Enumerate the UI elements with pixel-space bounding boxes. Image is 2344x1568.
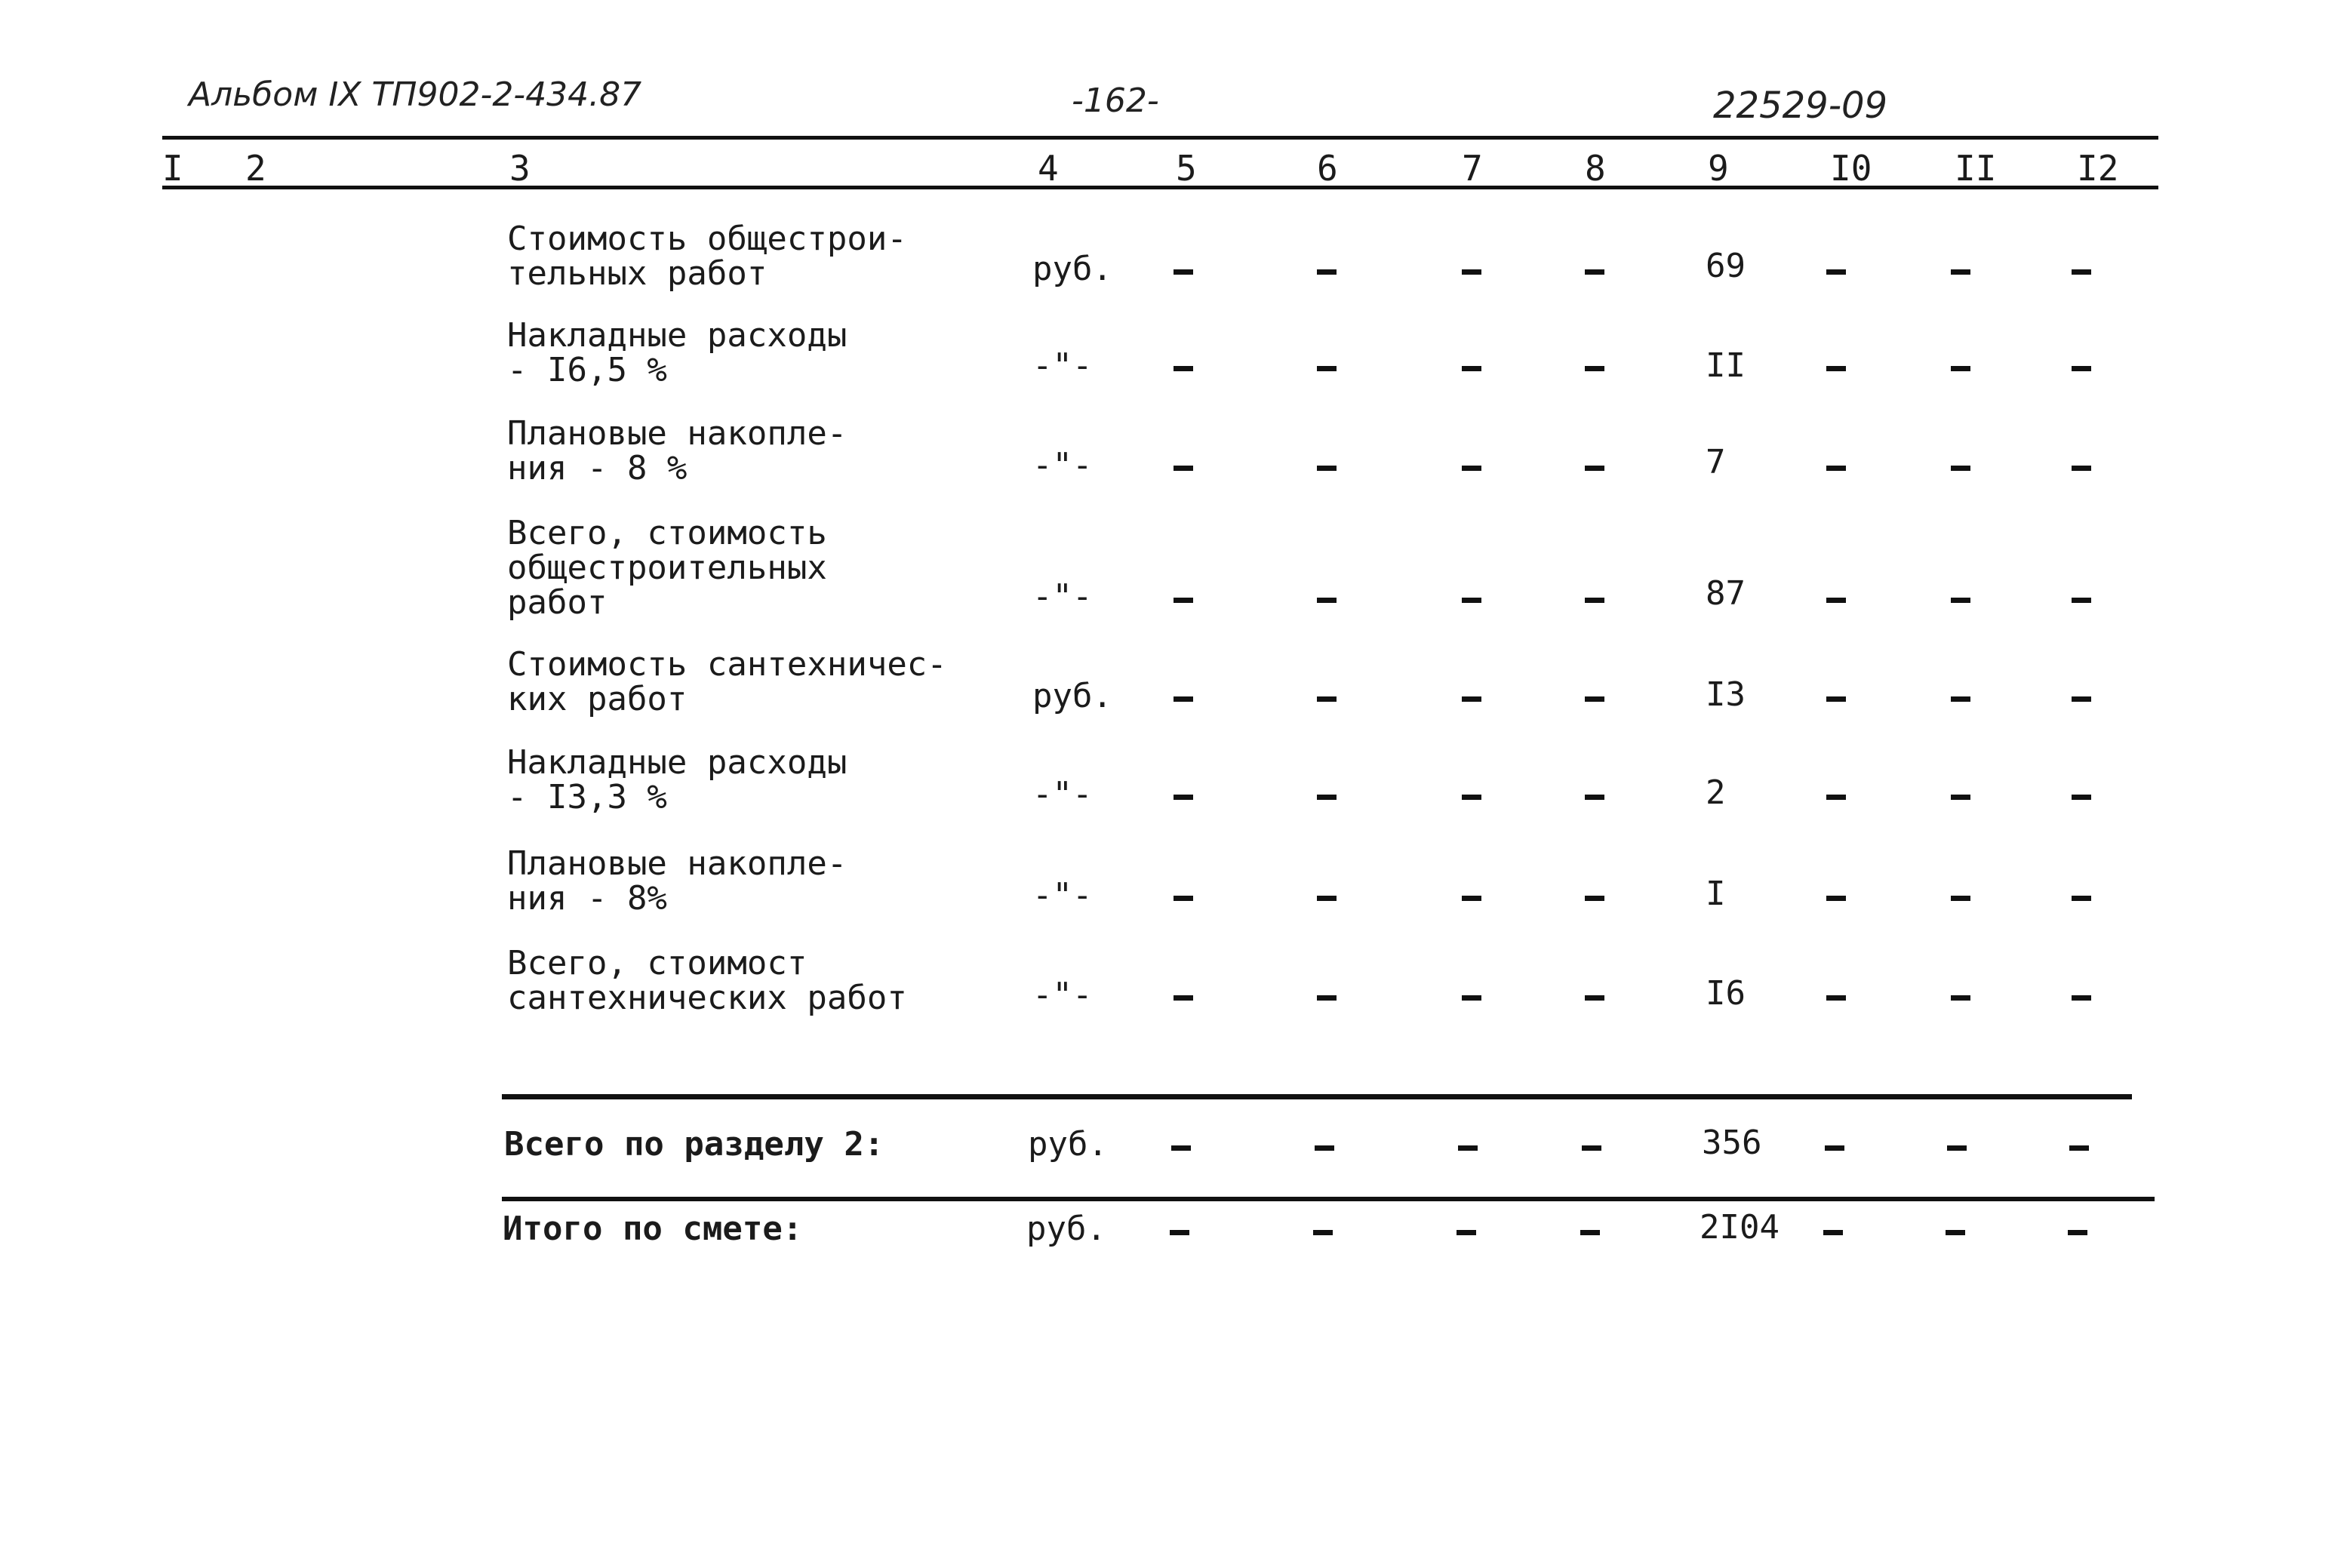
empty-dash (1826, 696, 1846, 702)
description-line: Плановые накопле- (507, 844, 847, 883)
row-description (507, 946, 907, 1016)
empty-dash (2072, 896, 2091, 901)
total-label: Всего по разделу 2: (504, 1125, 884, 1164)
empty-dash (1174, 995, 1193, 1001)
description-line: Плановые накопле- (507, 414, 847, 453)
empty-dash (1951, 466, 1970, 471)
description-line: работ (507, 583, 608, 622)
column-header: I (162, 148, 183, 189)
empty-dash (1317, 696, 1337, 702)
description-line: - I6,5 % (507, 351, 667, 389)
empty-dash (1826, 269, 1846, 275)
description-line: общестроительных (507, 549, 827, 587)
empty-dash (2072, 598, 2091, 603)
empty-dash (1585, 366, 1604, 371)
empty-dash (1317, 466, 1337, 471)
description-line: Всего, стоимость (507, 514, 827, 552)
unit-cell: руб. (1032, 677, 1112, 715)
empty-dash (1174, 696, 1193, 702)
unit-cell: -"- (1032, 446, 1093, 484)
page-number: -162- (1072, 81, 1159, 120)
empty-dash (1174, 466, 1193, 471)
header-top-rule (162, 136, 2158, 140)
description-line: - I3,3 % (507, 778, 667, 816)
empty-dash (1823, 1230, 1843, 1235)
value-col9: I3 (1706, 675, 1746, 714)
column-header: 6 (1317, 148, 1338, 189)
value-col9: 2I04 (1700, 1208, 1780, 1247)
total-label: Итого по смете: (503, 1210, 803, 1248)
empty-dash (1462, 696, 1481, 702)
empty-dash (1826, 795, 1846, 800)
album-reference: Альбом IX ТП902-2-434.87 (189, 75, 642, 114)
empty-dash (1951, 269, 1970, 275)
empty-dash (1585, 466, 1604, 471)
empty-dash (2072, 269, 2091, 275)
description-line: тельных работ (507, 254, 767, 293)
empty-dash (1580, 1230, 1600, 1235)
empty-dash (1317, 896, 1337, 901)
value-col9: I (1706, 875, 1726, 913)
empty-dash (1174, 795, 1193, 800)
column-header: 9 (1708, 148, 1729, 189)
value-col9: I6 (1706, 974, 1746, 1013)
empty-dash (1458, 1145, 1478, 1151)
empty-dash (1170, 1230, 1189, 1235)
empty-dash (1462, 269, 1481, 275)
description-line: ния - 8 % (507, 449, 688, 487)
unit-cell: руб. (1026, 1210, 1106, 1248)
column-header: 8 (1585, 148, 1606, 189)
empty-dash (1826, 995, 1846, 1001)
empty-dash (1462, 366, 1481, 371)
empty-dash (1585, 896, 1604, 901)
unit-cell: -"- (1032, 976, 1093, 1014)
empty-dash (1317, 598, 1337, 603)
description-line: Накладные расходы (507, 316, 847, 355)
description-line: ких работ (507, 680, 688, 718)
empty-dash (1951, 366, 1970, 371)
empty-dash (1947, 1145, 1967, 1151)
description-line: Стоимость сантехничес- (507, 645, 947, 684)
row-description (507, 844, 847, 918)
empty-dash (1585, 795, 1604, 800)
value-col9: 69 (1706, 247, 1746, 285)
empty-dash (1585, 269, 1604, 275)
value-col9: 7 (1706, 443, 1726, 481)
empty-dash (1826, 466, 1846, 471)
empty-dash (1174, 366, 1193, 371)
empty-dash (1946, 1230, 1965, 1235)
description-line: ния - 8% (507, 879, 667, 918)
empty-dash (1951, 795, 1970, 800)
description-line: сантехнических работ (507, 979, 907, 1017)
column-header: 3 (509, 148, 531, 189)
description-line: Всего, стоимост (507, 944, 807, 982)
unit-cell: -"- (1032, 346, 1093, 385)
empty-dash (1826, 598, 1846, 603)
unit-cell: руб. (1028, 1125, 1108, 1164)
column-header: I0 (1830, 148, 1872, 189)
empty-dash (2069, 1145, 2089, 1151)
empty-dash (1174, 269, 1193, 275)
column-header: 4 (1038, 148, 1059, 189)
unit-cell: -"- (1032, 775, 1093, 813)
empty-dash (1174, 896, 1193, 901)
empty-dash (1585, 696, 1604, 702)
empty-dash (1462, 598, 1481, 603)
unit-cell: -"- (1032, 876, 1093, 915)
description-line: Стоимость общестрои- (507, 220, 907, 258)
empty-dash (1462, 795, 1481, 800)
value-col9: 87 (1706, 574, 1746, 613)
row-description (507, 222, 907, 291)
value-col9: 356 (1702, 1124, 1762, 1162)
row-description (507, 414, 847, 487)
empty-dash (1462, 995, 1481, 1001)
column-header: 7 (1462, 148, 1483, 189)
empty-dash (1317, 269, 1337, 275)
empty-dash (1313, 1230, 1333, 1235)
empty-dash (1171, 1145, 1191, 1151)
empty-dash (1174, 598, 1193, 603)
column-header: I2 (2077, 148, 2119, 189)
section-total-rule (502, 1094, 2132, 1099)
empty-dash (1951, 896, 1970, 901)
empty-dash (1585, 598, 1604, 603)
empty-dash (1457, 1230, 1476, 1235)
row-description (507, 743, 847, 816)
empty-dash (2072, 795, 2091, 800)
empty-dash (1317, 995, 1337, 1001)
empty-dash (1315, 1145, 1334, 1151)
empty-dash (1951, 598, 1970, 603)
empty-dash (1951, 995, 1970, 1001)
empty-dash (2072, 696, 2091, 702)
value-col9: II (1706, 346, 1746, 385)
empty-dash (1825, 1145, 1844, 1151)
empty-dash (1585, 995, 1604, 1001)
empty-dash (1826, 896, 1846, 901)
empty-dash (1582, 1145, 1601, 1151)
empty-dash (1951, 696, 1970, 702)
column-header: 2 (245, 148, 266, 189)
row-description (507, 318, 847, 388)
empty-dash (1317, 366, 1337, 371)
empty-dash (1826, 366, 1846, 371)
row-description (507, 647, 947, 717)
row-description (507, 516, 827, 620)
grand-total-rule (502, 1197, 2155, 1201)
column-header: II (1955, 148, 1997, 189)
empty-dash (2068, 1230, 2087, 1235)
empty-dash (1462, 466, 1481, 471)
document-code: 22529-09 (1713, 85, 1888, 127)
empty-dash (1317, 795, 1337, 800)
empty-dash (1462, 896, 1481, 901)
unit-cell: руб. (1032, 250, 1112, 288)
empty-dash (2072, 366, 2091, 371)
description-line: Накладные расходы (507, 743, 847, 782)
column-header: 5 (1176, 148, 1197, 189)
unit-cell: -"- (1032, 577, 1093, 616)
empty-dash (2072, 995, 2091, 1001)
value-col9: 2 (1706, 773, 1726, 812)
empty-dash (2072, 466, 2091, 471)
